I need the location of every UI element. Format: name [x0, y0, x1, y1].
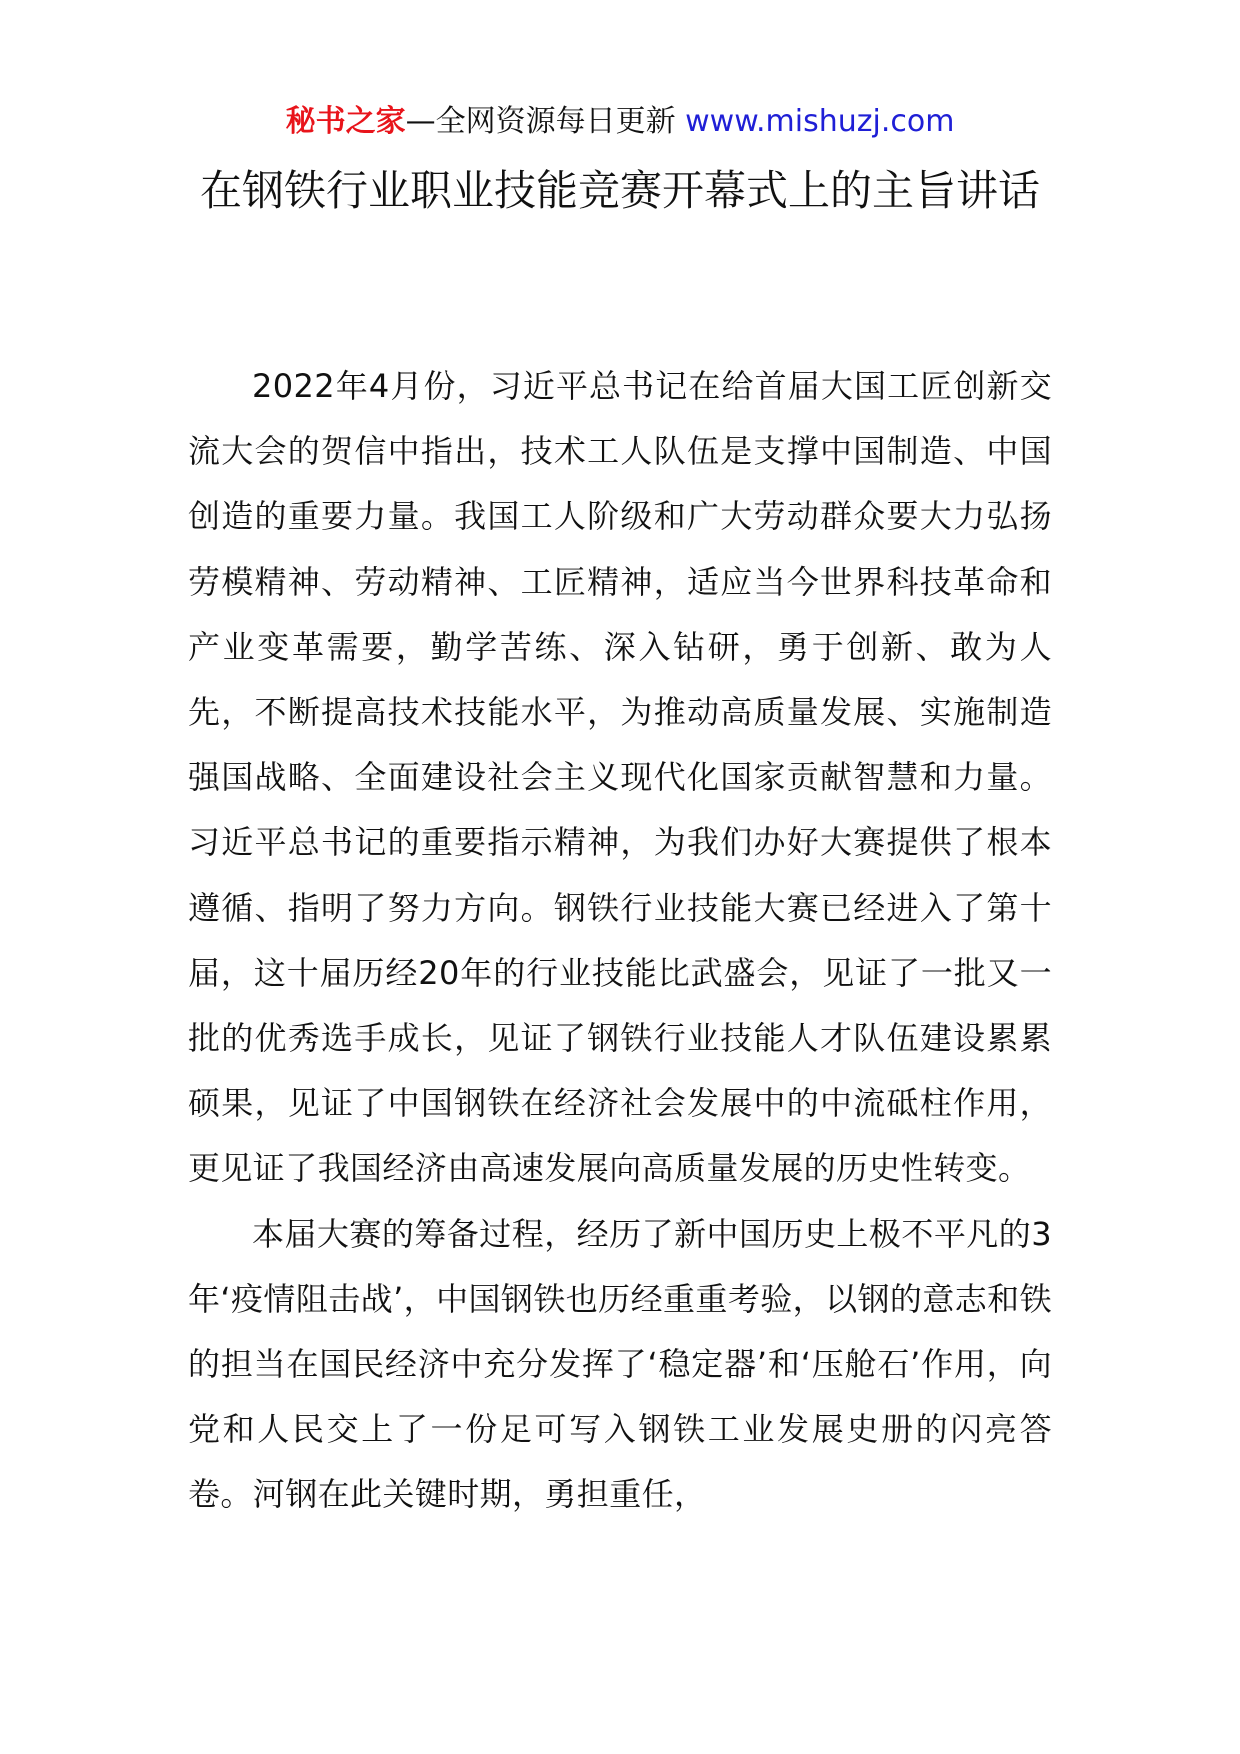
document-body	[188, 354, 1052, 1528]
brand-name: 秘书之家	[285, 104, 406, 139]
site-header	[0, 102, 1240, 142]
site-url-link[interactable]: www.mishuzj.com	[685, 104, 955, 139]
body-paragraph-1: 2022年4月份，习近平总书记在给首届大国工匠创新交流大会的贺信中指出，技术工人队伍是支撑中国制造、中国创造的重要力量。我国工人阶级和广大劳动群众要大力弘扬劳模精神、劳动精神、工匠精神，适应当今世界科技革命和产业变革需要，勤学苦练、深入钻研，勇于创新、敢为人先，不断提高技术技能水平，为推动高质量发展、实施制造强国战略、全面建设社会主义现代化国家贡献智慧和力量。习近平总书记的重要指示精神，为我们办好大赛提供了根本遵循、指明了努力方向。钢铁行业技能大赛已经进入了第十届，这十届历经20年的行业技能比武盛会，见证了一批又一批的优秀选手成长，见证了钢铁行业技能人才队伍建设累累硕果，见证了中国钢铁在经济社会发展中的中流砥柱作用，更见证了我国经济由高速发展向高质量发展的历史性转变。	[188, 367, 1052, 1188]
body-paragraph-2: 本届大赛的筹备过程，经历了新中国历史上极不平凡的3年‘疫情阻击战’，中国钢铁也历经重重考验，以钢的意志和铁的担当在国民经济中充分发挥了‘稳定器’和‘压舱石’作用，向党和人民交上了一份足可写入钢铁工业发展史册的闪亮答卷。河钢在此关键时期，勇担重任，	[188, 1214, 1052, 1514]
header-tagline: —全网资源每日更新	[405, 104, 676, 139]
document-title: 在钢铁行业职业技能竞赛开幕式上的主旨讲话	[199, 166, 1040, 215]
